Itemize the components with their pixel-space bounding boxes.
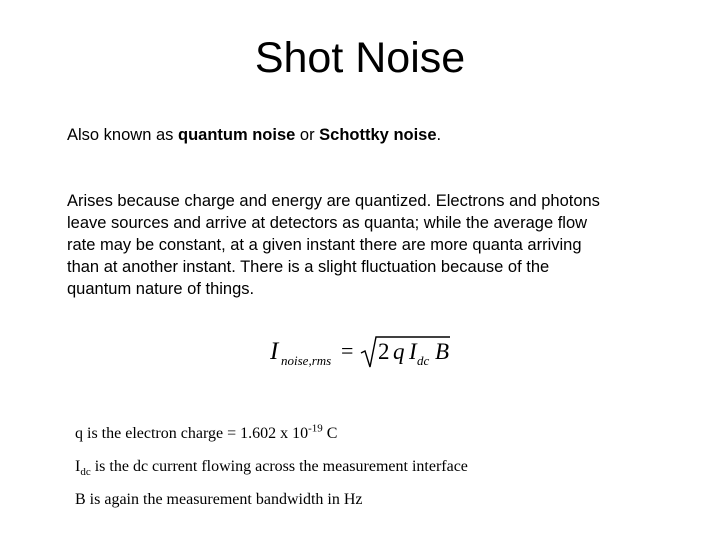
charge-text: q is the electron charge = 1.602 x 10 <box>75 425 309 442</box>
paragraph-line: leave sources and arrive at detectors as quanta; while the average flow <box>67 214 588 232</box>
explanation-paragraph <box>67 190 667 300</box>
definition-current <box>75 457 468 477</box>
slide-title: Shot Noise <box>254 34 466 82</box>
term-quantum-noise: quantum noise <box>177 126 296 144</box>
paragraph-line: than at another instant. There is a slight fluctuation because of the <box>67 258 550 276</box>
formula-bandwidth: B <box>435 339 450 364</box>
current-symbol: I <box>75 458 81 475</box>
paragraph-line: rate may be constant, at a given instant there are more quanta arriving <box>67 236 582 254</box>
formula-current-symbol: I <box>409 339 417 364</box>
formula-lhs-symbol: I <box>270 338 279 365</box>
term-schottky-noise: Schottky noise <box>319 126 437 144</box>
intro-suffix: . <box>436 126 442 144</box>
current-text: is the dc current flowing across the measurement interface <box>90 458 468 475</box>
definition-bandwidth: B is again the measurement bandwidth in Hz <box>75 491 363 508</box>
intro-prefix: Also known as <box>67 126 178 144</box>
charge-unit: C <box>322 425 338 442</box>
definition-charge <box>75 424 337 444</box>
formula-equals: = <box>341 338 354 363</box>
formula-lhs-subscript: noise,rms <box>281 353 332 368</box>
paragraph-line: quantum nature of things. <box>67 280 255 298</box>
formula-q: q <box>393 339 405 364</box>
formula-current-subscript: dc <box>417 353 430 368</box>
paragraph-line: Arises because charge and energy are quantized. Electrons and photons <box>67 192 600 210</box>
charge-exponent: -19 <box>308 422 323 435</box>
current-subscript: dc <box>80 466 91 479</box>
formula-coefficient: 2 <box>378 339 390 364</box>
intro-middle: or <box>295 126 320 144</box>
shot-noise-formula <box>270 333 470 373</box>
intro-line <box>67 124 441 146</box>
